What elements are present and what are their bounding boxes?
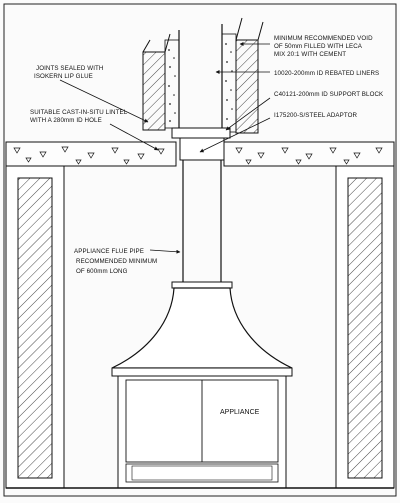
- rebated-liner: [179, 24, 222, 132]
- label-lintel-line1: SUITABLE CAST-IN-SITU LINTEL: [30, 109, 128, 116]
- label-adaptor: I175200-S/STEEL ADAPTOR: [274, 112, 358, 119]
- appliance-stove: [112, 368, 292, 488]
- label-flue-line3: OF 600mm LONG: [76, 268, 128, 275]
- label-joints-line2: ISOKERN LIP GLUE: [34, 73, 93, 80]
- label-support-block: C40121-200mm ID SUPPORT BLOCK: [274, 91, 384, 98]
- appliance-canopy: [112, 282, 292, 368]
- label-flue-line2: RECOMMENDED MINIMUM: [76, 258, 158, 265]
- lintel-slab-right: [224, 142, 394, 166]
- fireplace-left-wall: [6, 166, 64, 488]
- label-liners: 10020-200mm ID REBATED LINERS: [274, 70, 380, 77]
- label-joints-line1: JOINTS SEALED WITH: [36, 65, 104, 72]
- leca-void-fill: [165, 34, 236, 132]
- label-appliance: APPLIANCE: [220, 409, 260, 416]
- label-flue-line1: APPLIANCE FLUE PIPE: [74, 248, 144, 255]
- fireplace-right-wall: [336, 166, 394, 488]
- chimney-right-wall: [236, 18, 263, 133]
- label-void-line1: MINIMUM RECOMMENDED VOID: [274, 35, 373, 42]
- label-lintel-line2: WITH A 280mm ID HOLE: [30, 117, 102, 124]
- support-block: [172, 128, 230, 138]
- label-void-line2: OF 50mm FILLED WITH LECA: [274, 43, 363, 50]
- chimney-left-wall: [143, 34, 170, 130]
- steel-adaptor: [176, 138, 224, 160]
- label-void-line3: MIX 20:1 WITH CEMENT: [274, 51, 347, 58]
- appliance-flue-pipe: [183, 160, 221, 282]
